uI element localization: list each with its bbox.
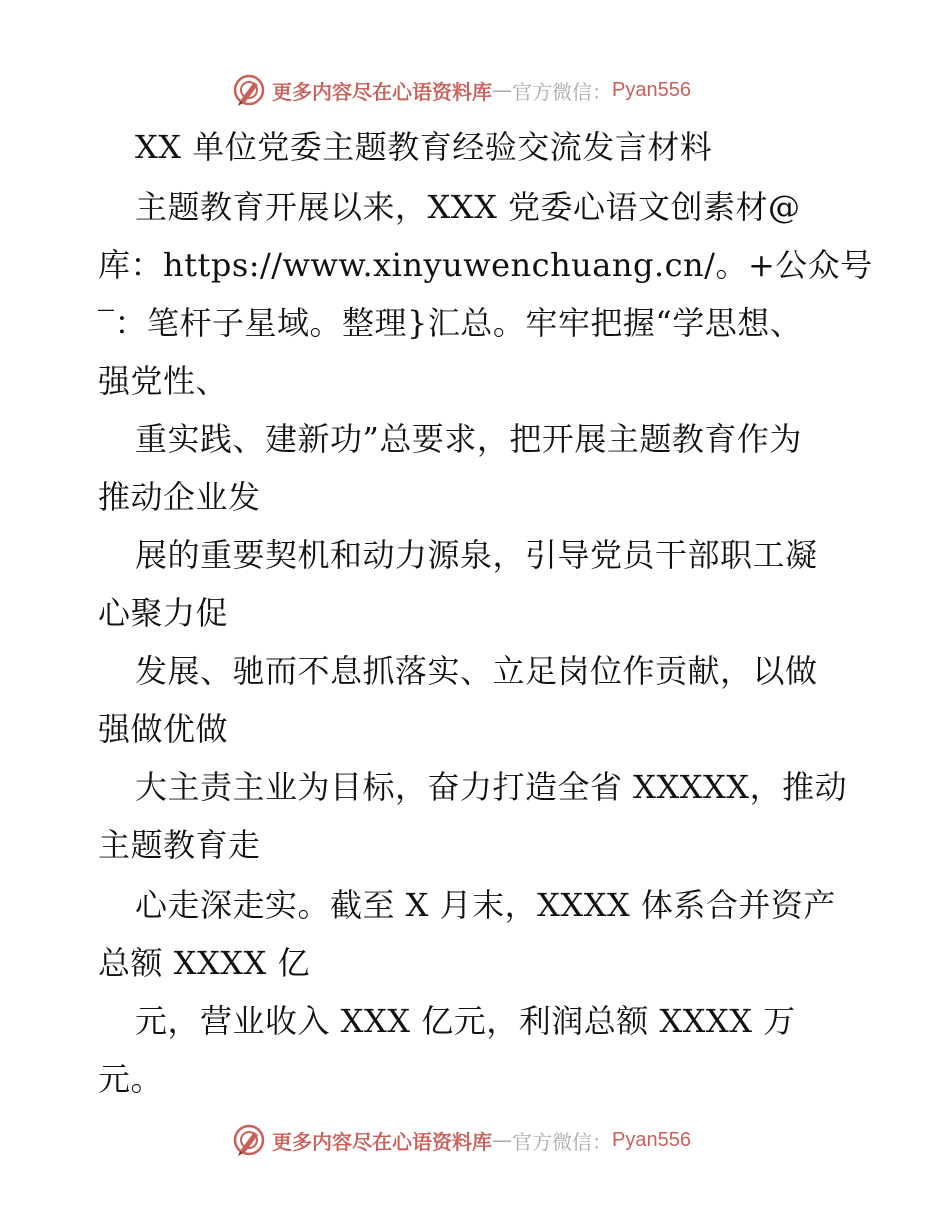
watermark-dash: — [492,1128,512,1152]
paragraph-line: 总额 XXXX 亿 [98,944,310,982]
paragraph-line: ‾：笔杆子星域。整理}汇总。牢牢把握“学思想、 [98,304,803,342]
paragraph-line: 强做优做 [98,710,229,748]
paragraph-line: 心聚力促 [98,594,229,632]
watermark-wechat-id: Pyan556 [612,78,691,101]
paragraph-line: 大主责主业为目标，奋力打造全省 XXXXX，推动 [135,768,848,806]
document-title: XX 单位党委主题教育经验交流发言材料 [135,128,713,166]
paragraph-line: 强党性、 [98,362,229,400]
paragraph-line: 展的重要契机和动力源泉，引导党员干部职工凝 [135,536,818,574]
watermark-official-label: 官方微信： [512,79,612,104]
paragraph-line: 心走深走实。截至 X 月末，XXXX 体系合并资产 [135,886,836,924]
paragraph-line: 元，营业收入 XXX 亿元，利润总额 XXXX 万 [135,1002,796,1040]
watermark-official-label: 官方微信： [512,1129,612,1154]
paragraph-line: 库：https://www.xinyuwenchuang.cn/。+公众号 [98,246,873,284]
footer-watermark [232,1120,752,1160]
paragraph-line: 重实践、建新功”总要求，把开展主题教育作为 [135,420,802,458]
header-watermark [232,70,752,110]
paragraph-line: 主题教育走 [98,826,261,864]
paragraph-line: 推动企业发 [98,478,261,516]
paragraph-line: 发展、驰而不息抓落实、立足岗位作贡献，以做 [135,652,818,690]
paragraph-line: 元。 [98,1060,164,1098]
pen-logo-icon [232,73,266,107]
watermark-main-text: 更多内容尽在心语资料库 [272,1129,492,1154]
watermark-wechat-id: Pyan556 [612,1128,691,1151]
pen-logo-icon [232,1123,266,1157]
watermark-main-text: 更多内容尽在心语资料库 [272,79,492,104]
watermark-dash: — [492,78,512,102]
paragraph-line: 主题教育开展以来，XXX 党委心语文创素材@ [135,188,801,226]
